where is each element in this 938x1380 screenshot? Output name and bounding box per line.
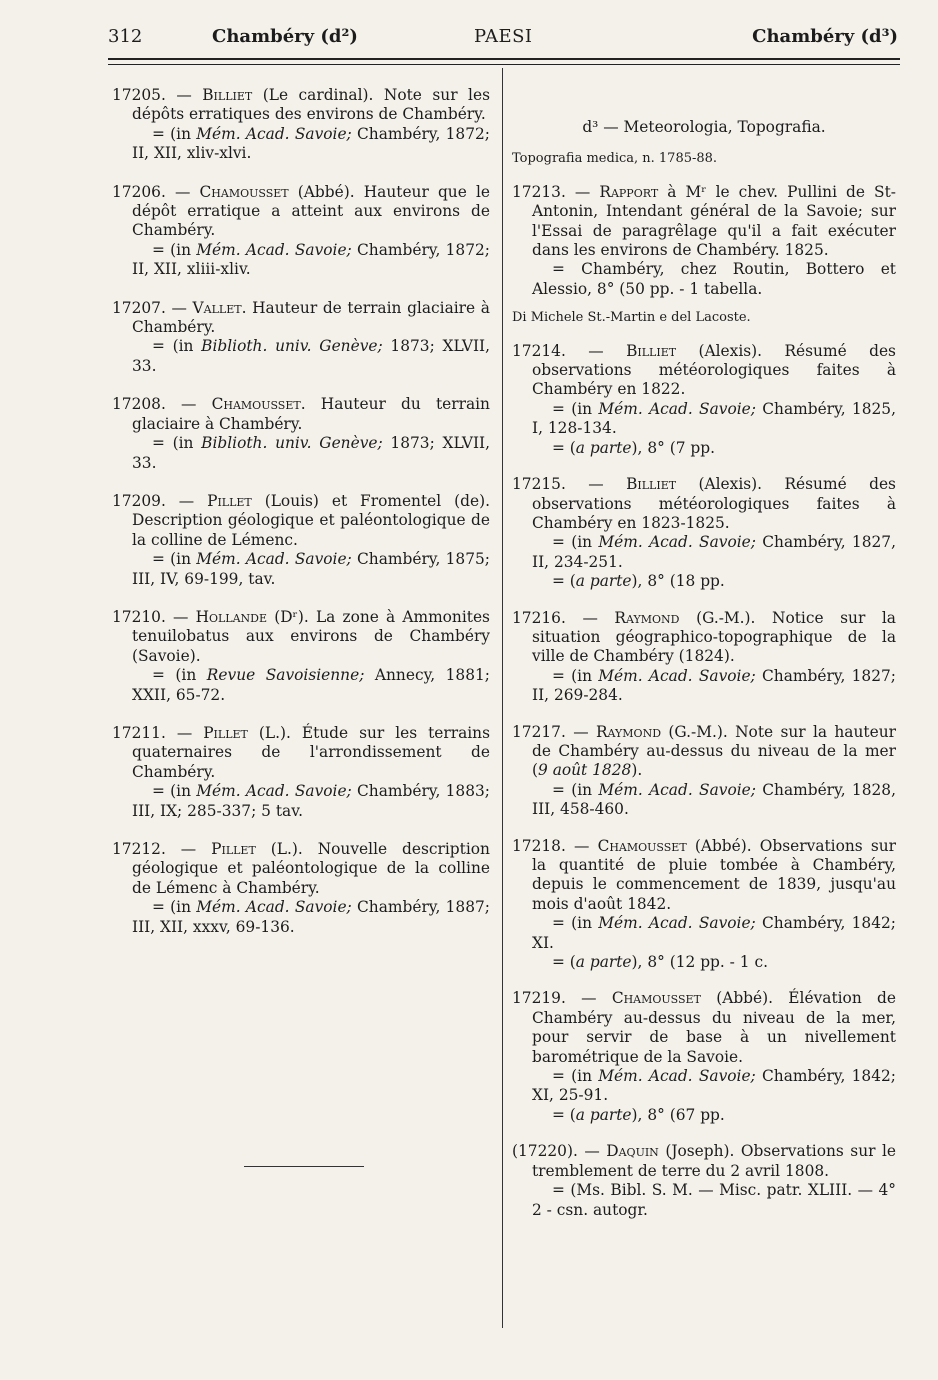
header-right-title: Chambéry (d³) [752,26,898,47]
entry-number: 17219. [512,989,566,1008]
citation-journal: Biblioth. univ. Genève; [201,434,383,453]
citation-journal: Revue Savoisienne; [206,666,365,685]
citation-details: Chambéry, 1887; III, XII, xxxv, 69-136. [132,898,490,936]
entry-author-rest: (Abbé). Observations sur la quantité de pluie tombée à Chambéry, depuis le commencement de 1839, jusqu'au mois d'août 1842. [532,836,896,913]
entry-author: Pillet [211,840,256,858]
citation-details: Chambéry, 1842; XI, 25-91. [532,1067,896,1105]
entry-number: 17213. [512,182,566,201]
entry-number: 17212. [112,840,166,858]
citation-prefix: = (in [152,898,192,917]
entry-author: Pillet [203,723,248,742]
entry-author: Rapport [599,182,659,201]
citation-prefix: = (in [552,399,593,418]
offprint-italic: a parte [575,438,632,457]
entry-heading [112,395,490,434]
entry-number: 17205. [112,86,166,104]
citation-journal: Mém. Acad. Savoie; [598,533,756,552]
citation-journal: Mém. Acad. Savoie; [196,782,352,801]
entry-citation [512,667,896,706]
entry-author: Hollande [195,607,268,626]
bibliography-entry [112,840,490,937]
entry-citation [112,782,490,821]
entry-citation [512,400,896,439]
entry-number: 17208. [112,395,166,414]
citation-details: Chambéry, 1872; II, XII, xliii-xliv. [132,240,490,279]
entry-heading [512,609,896,667]
bibliography-entry [512,609,896,706]
entry-dash: — [574,836,590,855]
entry-line: = Chambéry, chez Routin, Bottero et Alessio, 8° (50 pp. - 1 tabella. [532,260,896,298]
bibliography-entry [512,723,896,820]
bibliography-entry [112,608,490,705]
entry-heading [112,299,490,338]
entry-author-rest: (Alexis). Résumé des observations météorologiques faites à Chambéry en 1822. [532,341,896,399]
left-column [112,86,490,956]
entry-dash: — [588,475,604,494]
entry-author: Raymond [595,722,662,741]
entry-title-italic: 9 août 1828 [538,761,632,780]
header-rule-thin [108,64,900,65]
citation-details: Chambéry, 1825, I, 128-134. [532,399,896,438]
citation-details: Chambéry, 1827, II, 234-251. [532,533,896,571]
citation-prefix: = (in [152,124,192,143]
entry-dash: — [173,607,189,626]
entry-author: Chamousset [597,836,687,855]
entry-dash: — [588,341,604,360]
entry-author: Billiet [626,341,677,360]
entry-citation [512,914,896,953]
citation-prefix: = (in [152,782,192,801]
bibliography-entry [112,492,490,589]
entry-number: 17206. [112,182,166,201]
citation-details: Chambéry, 1827; II, 269-284. [532,666,896,705]
citation-prefix: = (in [152,434,194,453]
citation-journal: Mém. Acad. Savoie; [598,914,756,933]
entry-dash: — [581,989,597,1008]
entry-citation [112,434,490,473]
end-rule [244,1166,364,1167]
entry-dash: — [574,182,591,201]
entry-offprint [512,1106,896,1125]
citation-prefix: = (in [552,780,593,799]
citation-prefix: = (in [152,337,194,356]
header-left-title: Chambéry (d²) [212,26,358,47]
offprint-italic: a parte [575,1105,632,1124]
entry-author: Vallet. [192,298,247,317]
entry-footnote: Di Michele St.-Martin e del Lacoste. [512,310,751,326]
citation-prefix: = (in [552,914,593,933]
header-center-title: PAESI [474,26,533,47]
offprint-rest: ), 8° (7 pp. [631,438,716,457]
entry-title-end: ). [631,761,643,780]
page-number: 312 [108,26,143,47]
entry-citation [112,241,490,280]
entry-author-rest: (G.-M.). Note sur la hauteur de Chambéry au-dessus du niveau de la mer ( [532,722,896,780]
section-title [512,118,896,137]
entry-author: Daquin [606,1142,659,1161]
entry-title: Description géologique et paléontologique de la colline de Lémenc. [132,511,490,549]
entry-title: Hauteur que le dépôt erratique a atteint aux environs de Chambéry. [132,182,490,240]
citation-details: Chambéry, 1872; II, XII, xliv-xlvi. [132,124,490,163]
entry-author-rest: (Abbé). [297,182,355,201]
offprint-prefix: = ( [552,953,576,972]
citation-details: Chambéry, 1842; XI. [532,914,896,952]
entry-heading [512,342,896,400]
bibliography-entry [512,837,896,973]
citation-journal: Mém. Acad. Savoie; [598,1067,756,1086]
entry-heading [512,723,896,781]
entry-number: 17218. [512,836,566,855]
section-title-text: d³ — Meteorologia, Topografia. [582,118,826,136]
entry-heading [112,608,490,666]
citation-details: Chambéry, 1828, III, 458-460. [532,780,896,819]
entry-heading [112,183,490,241]
entry-citation [512,1067,896,1106]
offprint-prefix: = ( [552,438,576,457]
topografia-note: Topografia medica, n. 1785-88. [512,151,718,167]
entry-offprint [512,953,896,972]
bibliography-entry [512,989,896,1125]
entry-author: Chamousset. [211,395,306,414]
citation-prefix: = (in [152,240,192,259]
entry-author-rest: (Joseph). Observations sur le tremblement de terre du 2 avril 1808. [532,1142,896,1180]
offprint-rest: ), 8° (67 pp. [631,1105,725,1124]
entry-author: Chamousset [611,989,701,1008]
bibliography-entry [112,299,490,377]
citation-details: Chambéry, 1875; III, IV, 69-199, tav. [132,550,490,588]
entry-title: Hauteur du terrain glaciaire à Chambéry. [132,395,490,433]
citation-details: 1873; XLVII, 33. [132,434,490,472]
bibliography-entry [112,86,490,164]
entry-line: = (Ms. Bibl. S. M. — Misc. patr. XLIII. — 4° 2 - csn. autogr. [532,1181,896,1219]
entry-author-rest: (L.). [258,723,291,742]
entry-citation [112,666,490,705]
bibliography-entry [112,724,490,821]
entry-author-rest: (Alexis). Résumé des observations météorologiques faites à Chambéry en 1823-1825. [532,475,896,532]
entry-dash: — [171,298,187,317]
entry-heading [512,989,896,1067]
right-column [512,118,896,1237]
entry-heading [512,475,896,533]
offprint-rest: ), 8° (12 pp. - 1 c. [631,953,768,972]
entry-author-rest: (Dʳ). [274,607,309,626]
entry-heading [112,492,490,550]
entry-author-rest: (Abbé). Élévation de Chambéry au-dessus du niveau de la mer, pour servir de base à un nivellement barométrique de la Savoie. [532,989,896,1066]
entry-heading [112,86,490,125]
entry-title: Nouvelle description géologique et paléontologique de la colline de Lémenc à Chambéry. [132,840,490,897]
page-header [108,24,898,58]
entry-citation [112,337,490,376]
entry-dash: — [180,840,197,858]
entry-citation [112,550,490,589]
entry-title: Note sur les dépôts erratiques des environs de Chambéry. [132,86,490,124]
citation-journal: Mém. Acad. Savoie; [598,666,756,685]
entry-heading [512,183,896,261]
bibliography-entry [112,183,490,280]
entry-citation [112,125,490,164]
offprint-rest: ), 8° (18 pp. [631,572,725,591]
offprint-italic: a parte [575,572,632,591]
entry-author: Billiet [202,86,253,104]
entry-author-rest: (G.-M.). Notice sur la situation géographico-topographique de la ville de Chambéry (1824). [532,608,896,666]
citation-journal: Biblioth. univ. Genève; [201,337,383,356]
citation-prefix: = (in [552,1067,593,1086]
entry-title: Étude sur les terrains quaternaires de l'arrondissement de Chambéry. [132,723,490,781]
entry-author: Billiet [626,475,677,494]
offprint-prefix: = ( [552,1105,576,1124]
citation-prefix: = (in [152,666,197,685]
entry-number: 17207. [112,298,166,317]
offprint-italic: a parte [575,953,632,972]
bibliography-entry [512,183,896,299]
entry-offprint [512,572,896,591]
entry-dash: — [582,608,598,627]
entry-author-rest: à Mʳ le chev. Pullini de St-Antonin, Intendant général de la Savoie; sur l'Essai de paragrêlage qu'il a fait exécuter dans les environs de Chambéry. 1825. [532,182,896,260]
entry-dash: — [176,723,193,742]
entry-heading [112,840,490,898]
entry-dash: — [573,722,589,741]
bibliography-entry [512,475,896,591]
entry-author-rest: (Le cardinal). [262,86,374,104]
right-entries [512,183,896,1220]
citation-journal: Mém. Acad. Savoie; [196,898,352,917]
entry-title: La zone à Ammonites tenuilobatus aux environs de Chambéry (Savoie). [132,607,490,665]
citation-prefix: = (in [552,533,593,552]
entry-heading [512,837,896,915]
column-divider [502,68,503,1328]
entry-heading [112,724,490,782]
citation-details: 1873; XLVII, 33. [132,337,490,375]
header-rule-thick [108,58,900,60]
offprint-prefix: = ( [552,572,576,591]
entry-number: 17211. [112,723,166,742]
entry-number: 17214. [512,341,566,360]
entry-offprint [512,439,896,458]
entry-number: 17210. [112,607,166,626]
entry-author: Chamousset [199,182,289,201]
citation-journal: Mém. Acad. Savoie; [196,550,352,569]
entry-number: (17220). [512,1142,578,1161]
entry-dash: — [181,395,197,414]
entry-citation [512,781,896,820]
citation-journal: Mém. Acad. Savoie; [196,124,352,143]
entry-author: Raymond [614,608,680,627]
bibliography-entry [112,395,490,473]
citation-prefix: = (in [552,666,593,685]
entry-author-rest: (Louis) et Fromentel (de). [264,491,490,510]
bibliography-entry [512,1142,896,1220]
citation-journal: Mém. Acad. Savoie; [598,399,756,418]
entry-title: Hauteur de terrain glaciaire à Chambéry. [132,298,490,337]
citation-details: Annecy, 1881; XXII, 65-72. [132,666,490,704]
entry-dash: — [176,86,192,104]
citation-journal: Mém. Acad. Savoie; [196,240,352,259]
entry-dash: — [584,1142,600,1161]
entry-dash: — [178,491,195,510]
entry-author-rest: (L.). [270,840,303,858]
entry-citation [112,898,490,937]
entry-author: Pillet [207,491,252,510]
entry-dash: — [175,182,191,201]
citation-prefix: = (in [152,550,192,569]
entry-number: 17217. [512,722,566,741]
entry-citation [512,533,896,572]
entry-number: 17216. [512,608,566,627]
citation-journal: Mém. Acad. Savoie; [598,780,756,799]
citation-details: Chambéry, 1883; III, IX; 285-337; 5 tav. [132,782,490,820]
bibliography-entry [512,342,896,458]
entry-heading [512,1142,896,1181]
entry-number: 17209. [112,491,166,510]
entry-number: 17215. [512,475,566,494]
